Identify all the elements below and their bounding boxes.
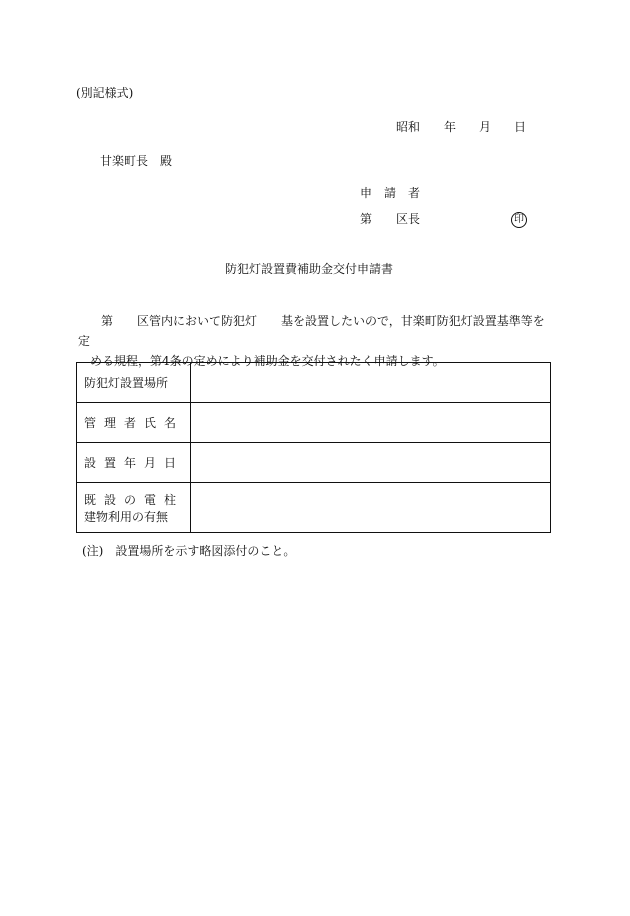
row-value-location[interactable] <box>191 363 551 403</box>
document-title: 防犯灯設置費補助金交付申請書 <box>225 262 394 276</box>
char: 置 <box>103 456 116 470</box>
row-label-pole-usage-line2: 建物利用の有無 <box>84 509 169 524</box>
char: 柱 <box>163 492 176 507</box>
row-label-location-text: 防犯灯設置場所 <box>84 376 169 390</box>
date-day-unit: 日 <box>514 120 527 134</box>
row-label-location <box>77 363 191 403</box>
ward-prefix: 第 <box>360 212 373 226</box>
char: 設 <box>103 492 116 507</box>
char: 氏 <box>143 416 156 430</box>
char: 名 <box>163 416 176 430</box>
date-month-unit: 月 <box>479 120 492 134</box>
body-part-4: める規程，第4条の定めにより補助金を交付されたく申請します。 <box>90 354 445 368</box>
row-value-manager[interactable] <box>191 403 551 443</box>
row-value-pole-usage[interactable] <box>191 483 551 533</box>
char: 月 <box>143 456 156 470</box>
applicant-label: 申 請 者 <box>360 186 421 200</box>
body-part-3: 基を設置したいので，甘楽町防犯灯設置基準等を定 <box>78 314 545 348</box>
char: 設 <box>84 456 97 470</box>
char: の <box>123 492 136 507</box>
char: 理 <box>103 416 116 430</box>
char: 年 <box>123 456 136 470</box>
char: 日 <box>163 456 176 470</box>
ward-suffix: 区長 <box>396 212 421 226</box>
table-row <box>77 363 551 403</box>
row-label-install-date <box>77 443 191 483</box>
form-reference: (別記様式) <box>76 86 134 100</box>
seal-mark: 印 <box>511 212 527 228</box>
application-table <box>76 362 551 533</box>
table-row <box>77 443 551 483</box>
char: 者 <box>123 416 136 430</box>
row-label-pole-usage <box>77 483 191 533</box>
date-year-unit: 年 <box>444 120 457 134</box>
row-label-manager <box>77 403 191 443</box>
table-row <box>77 403 551 443</box>
body-part-2: 区管内において防犯灯 <box>137 314 258 328</box>
date-era: 昭和 <box>396 120 421 134</box>
footnote: (注) 設置場所を示す略図添付のこと。 <box>82 544 296 558</box>
char: 電 <box>143 492 156 507</box>
row-value-install-date[interactable] <box>191 443 551 483</box>
char: 既 <box>84 492 97 507</box>
body-part-1: 第 <box>101 314 114 328</box>
addressee: 甘楽町長 殿 <box>100 154 173 168</box>
char: 管 <box>84 416 97 430</box>
table-row <box>77 483 551 533</box>
